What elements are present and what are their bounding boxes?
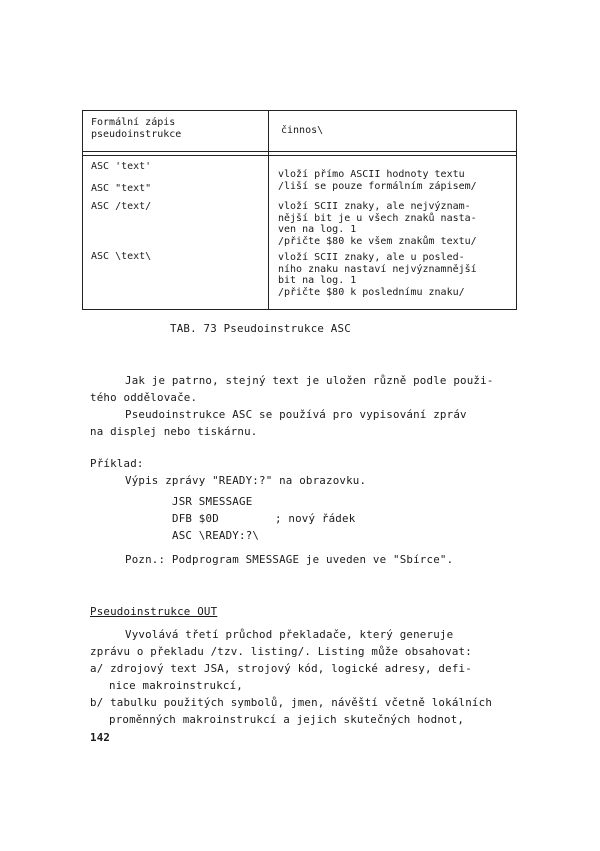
- body-line: nice makroinstrukcí,: [109, 679, 244, 692]
- code-comment: ; nový řádek: [275, 512, 356, 525]
- body-line: Vyvolává třetí průchod překladače, který generuje: [125, 628, 454, 641]
- table-caption: TAB. 73 Pseudoinstrukce ASC: [170, 322, 351, 335]
- table-row-left: ASC \text\: [91, 251, 152, 262]
- paragraph-line: Pseudoinstrukce ASC se používá pro vypisování zpráv: [125, 408, 467, 421]
- table-row-left: ASC 'text': [91, 161, 152, 172]
- table-header-divider-double: [83, 155, 516, 156]
- table-row-right: vloží SCII znaky, ale nejvýznam- nější bit je u všech znaků nasta- ven na log. 1 /přičte $80 ke všem znakům textu/: [278, 201, 477, 247]
- body-line: proměnných makroinstrukcí a jejich skutečných hodnot,: [109, 713, 465, 726]
- table-row-right: /liší se pouze formálním zápisem/: [278, 181, 477, 192]
- paragraph-line: na displej nebo tiskárnu.: [90, 425, 258, 438]
- page-number: 142: [90, 731, 111, 744]
- code-line: ASC \READY:?\: [172, 529, 260, 542]
- table-row-right: vloží SCII znaky, ale u posled- ního znaku nastaví nejvýznamnější bit na log. 1 /přičte $80 k poslednímu znaku/: [278, 252, 477, 298]
- table-column-divider: [268, 111, 269, 309]
- pseudoinstruction-table: [82, 110, 517, 310]
- code-line: JSR SMESSAGE: [172, 495, 253, 508]
- example-label: Příklad:: [90, 457, 144, 470]
- table-row-right: vloží přímo ASCII hodnoty textu: [278, 169, 465, 180]
- table-header-formal-notation: Formální zápis pseudoinstrukce: [91, 117, 182, 140]
- table-header-divider: [83, 151, 516, 152]
- section-title: Pseudoinstrukce OUT: [90, 605, 218, 618]
- table-row-left: ASC "text": [91, 183, 152, 194]
- code-line: DFB $0D: [172, 512, 219, 525]
- table-header-activity: činnos\: [281, 125, 324, 136]
- body-line: a/ zdrojový text JSA, strojový kód, logické adresy, defi-: [90, 662, 472, 675]
- body-line: b/ tabulku použitých symbolů, jmen, návěští včetně lokálních: [90, 696, 493, 709]
- note: Pozn.: Podprogram SMESSAGE je uveden ve "Sbírce".: [125, 553, 454, 566]
- body-line: zprávu o překladu /tzv. listing/. Listing může obsahovat:: [90, 645, 472, 658]
- paragraph-line: tého oddělovače.: [90, 391, 198, 404]
- paragraph-line: Jak je patrno, stejný text je uložen různě podle použi-: [125, 374, 494, 387]
- table-row-left: ASC /text/: [91, 201, 152, 212]
- example-description: Výpis zprávy "READY:?" na obrazovku.: [125, 474, 367, 487]
